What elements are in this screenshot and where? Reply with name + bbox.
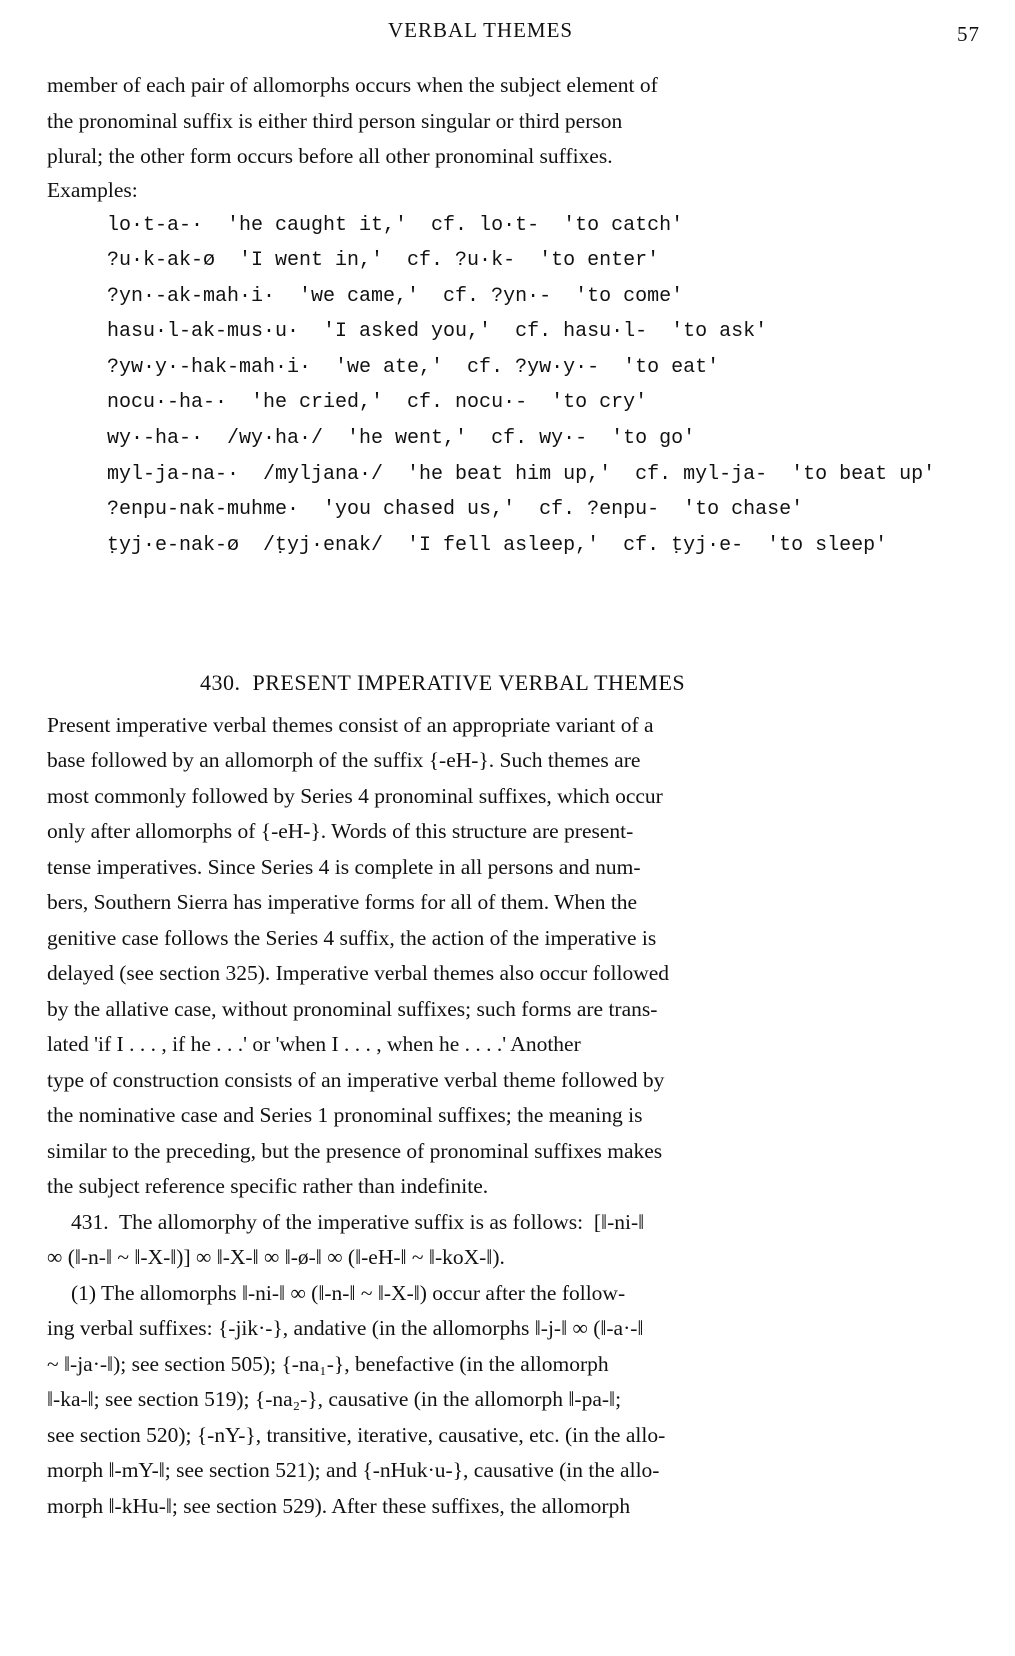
running-head: VERBAL THEMES xyxy=(388,18,574,42)
example-line: ṭyj·e-nak-ø /ṭyj·enak/ 'I fell asleep,' cf. ṭyj·e- 'to sleep' xyxy=(107,534,888,557)
body-line: bers, Southern Sierra has imperative forms for all of them. When the xyxy=(47,890,638,914)
para431-line: see section 520); {-nY-}, transitive, iterative, causative, etc. (in the allo- xyxy=(47,1423,666,1447)
intro-line: member of each pair of allomorphs occurs when the subject element of xyxy=(47,73,658,97)
body-line: the subject reference specific rather than indefinite. xyxy=(47,1174,489,1198)
para431-line: ∞ (‖-n-‖ ~ ‖-X-‖)] ∞ ‖-X-‖ ∞ ‖-ø-‖ ∞ (‖-eH-‖ ~ ‖-koX-‖). xyxy=(47,1245,505,1269)
para431-line: (1) The allomorphs ‖-ni-‖ ∞ (‖-n-‖ ~ ‖-X-‖) occur after the follow- xyxy=(71,1281,626,1305)
example-line: lo·t-a-· 'he caught it,' cf. lo·t- 'to catch' xyxy=(107,214,684,237)
para431-line: ~ ‖-ja·-‖); see section 505); {-na₁-}, benefactive (in the allomorph xyxy=(47,1352,609,1376)
page-header xyxy=(0,18,1015,48)
body-line: genitive case follows the Series 4 suffix, the action of the imperative is xyxy=(47,926,657,950)
body-line: lated 'if I . . . , if he . . .' or 'when I . . . , when he . . . .' Another xyxy=(47,1032,581,1056)
example-line: ?enpu-nak-muhme· 'you chased us,' cf. ?enpu- 'to chase' xyxy=(107,498,804,521)
body-line: most commonly followed by Series 4 pronominal suffixes, which occur xyxy=(47,784,663,808)
body-line: base followed by an allomorph of the suffix {-eH-}. Such themes are xyxy=(47,748,641,772)
body-line: the nominative case and Series 1 pronominal suffixes; the meaning is xyxy=(47,1103,643,1127)
intro-line: the pronominal suffix is either third person singular or third person xyxy=(47,109,623,133)
section-heading: 430. PRESENT IMPERATIVE VERBAL THEMES xyxy=(200,670,686,695)
body-line: Present imperative verbal themes consist of an appropriate variant of a xyxy=(47,713,654,737)
example-line: nocu·-ha-· 'he cried,' cf. nocu·- 'to cry' xyxy=(107,391,648,414)
body-line: tense imperatives. Since Series 4 is complete in all persons and num- xyxy=(47,855,641,879)
example-line: wy·-ha-· /wy·ha·/ 'he went,' cf. wy·- 'to go' xyxy=(107,427,696,450)
para431-line: ‖-ka-‖; see section 519); {-na₂-}, causative (in the allomorph ‖-pa-‖; xyxy=(47,1387,622,1411)
intro-line: Examples: xyxy=(47,178,138,202)
body-line: by the allative case, without pronominal suffixes; such forms are trans- xyxy=(47,997,658,1021)
example-line: hasu·l-ak-mus·u· 'I asked you,' cf. hasu·l- 'to ask' xyxy=(107,320,768,343)
body-line: type of construction consists of an imperative verbal theme followed by xyxy=(47,1068,665,1092)
para431-line: morph ‖-mY-‖; see section 521); and {-nHuk·u-}, causative (in the allo- xyxy=(47,1458,660,1482)
body-line: only after allomorphs of {-eH-}. Words of this structure are present- xyxy=(47,819,634,843)
example-line: ?yn·-ak-mah·i· 'we came,' cf. ?yn·- 'to come' xyxy=(107,285,684,308)
para431-line: morph ‖-kHu-‖; see section 529). After these suffixes, the allomorph xyxy=(47,1494,631,1518)
body-line: delayed (see section 325). Imperative verbal themes also occur followed xyxy=(47,961,670,985)
body-line: similar to the preceding, but the presence of pronominal suffixes makes xyxy=(47,1139,663,1163)
intro-line: plural; the other form occurs before all other pronominal suffixes. xyxy=(47,144,613,168)
example-line: ?yw·y·-hak-mah·i· 'we ate,' cf. ?yw·y·- 'to eat' xyxy=(107,356,720,379)
para431-line: 431. The allomorphy of the imperative suffix is as follows: [‖-ni-‖ xyxy=(71,1210,645,1234)
example-line: myl-ja-na-· /myljana·/ 'he beat him up,' cf. myl-ja- 'to beat up' xyxy=(107,463,936,486)
para431-line: ing verbal suffixes: {-jik·-}, andative (in the allomorphs ‖-j-‖ ∞ (‖-a·-‖ xyxy=(47,1316,644,1340)
page-number: 57 xyxy=(957,22,980,46)
example-line: ?u·k-ak-ø 'I went in,' cf. ?u·k- 'to enter' xyxy=(107,249,660,272)
